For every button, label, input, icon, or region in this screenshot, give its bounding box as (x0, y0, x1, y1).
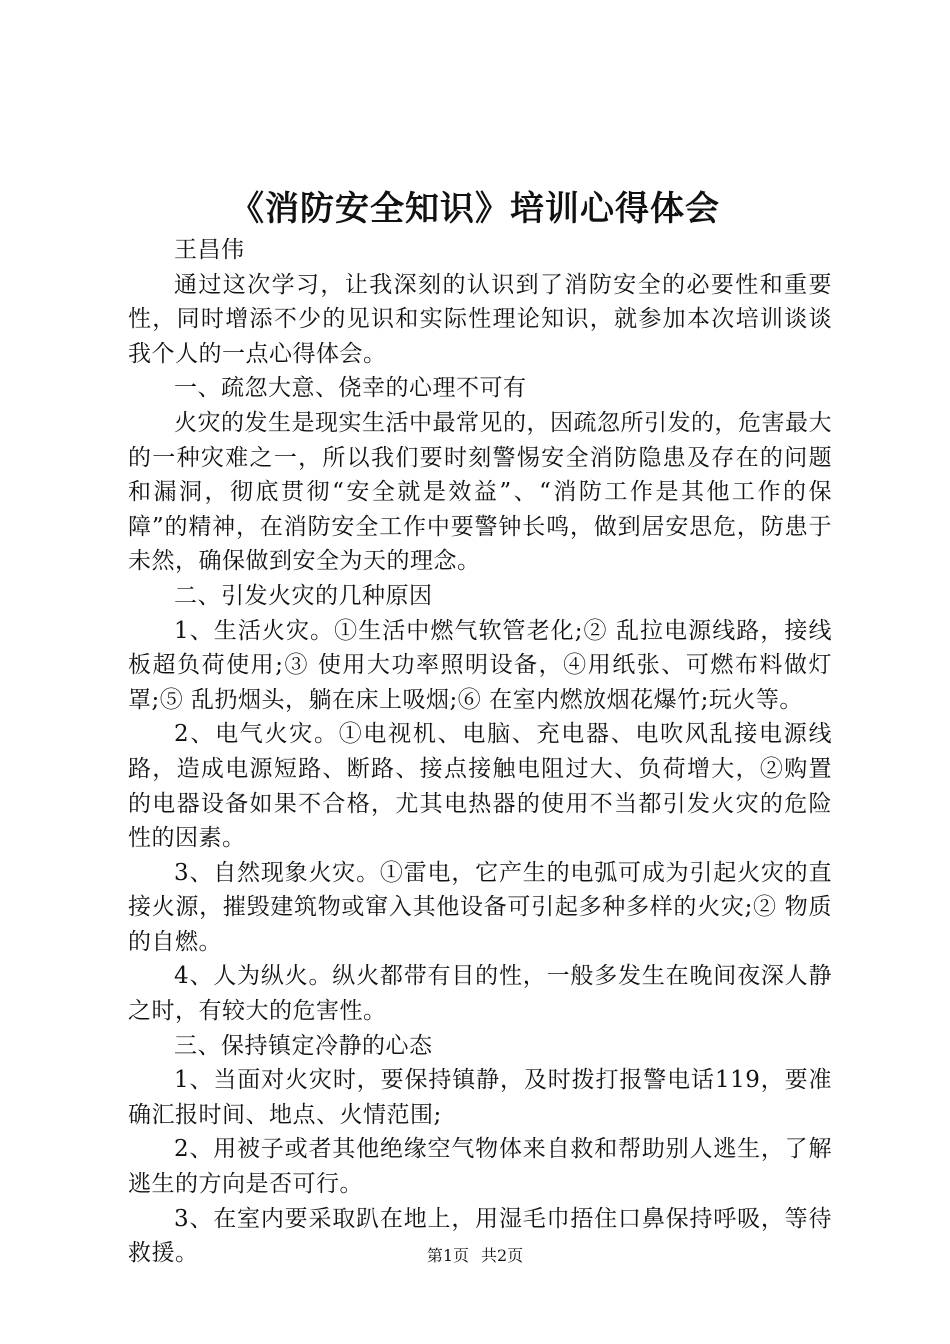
cause-item-3: 3、自然现象火灾。①雷电，它产生的电弧可成为引起火灾的直接火源，摧毁建筑物或窜入其他设备可引起多种多样的火灾;② 物质的自燃。 (128, 859, 832, 955)
cause-item-2: 2、电气火灾。①电视机、电脑、充电器、电吹风乱接电源线路，造成电源短路、断路、接点接触电阻过大、负荷增大，②购置的电器设备如果不合格，尤其电热器的使用不当都引发火灾的危险性的因素。 (128, 721, 832, 852)
author-name: 王昌伟 (174, 237, 245, 263)
page-total: 共2页 (481, 1246, 524, 1265)
section-heading-1: 一、疏忽大意、侥幸的心理不可有 (174, 375, 527, 402)
document-title: 《消防安全知识》培训心得体会 (230, 189, 720, 229)
cause-item-1: 1、生活火灾。①生活中燃气软管老化;② 乱拉电源线路，接线板超负荷使用;③ 使用大功率照明设备，④用纸张、可燃布料做灯罩;⑤ 乱扔烟头，躺在床上吸烟;⑥ 在室内燃放烟花爆竹;玩火等。 (128, 617, 832, 713)
document-body (128, 233, 832, 1271)
page-number: 第1页 (426, 1246, 469, 1265)
section-heading-3: 三、保持镇定冷静的心态 (174, 1032, 433, 1059)
section-1-paragraph: 火灾的发生是现实生活中最常见的，因疏忽所引发的，危害最大的一种灾难之一，所以我们要时刻警惕安全消防隐患及存在的问题和漏洞，彻底贯彻“安全就是效益”、“消防工作是其他工作的保障”的精神，在消防安全工作中要警钟长鸣，做到居安思危，防患于未然，确保做到安全为天的理念。 (128, 409, 832, 575)
calm-item-2: 2、用被子或者其他绝缘空气物体来自救和帮助别人逃生，了解逃生的方向是否可行。 (128, 1136, 832, 1198)
calm-item-1: 1、当面对火灾时，要保持镇静，及时拨打报警电话119，要准确汇报时间、地点、火情范围; (128, 1067, 832, 1128)
calm-item-3: 3、在室内要采取趴在地上，用湿毛巾捂住口鼻保持呼吸，等待救援。 (128, 1205, 832, 1267)
section-heading-2: 二、引发火灾的几种原因 (174, 582, 433, 609)
cause-item-4: 4、人为纵火。纵火都带有目的性，一般多发生在晚间夜深人静之时，有较大的危害性。 (128, 963, 832, 1025)
page-footer (0, 1246, 950, 1266)
intro-paragraph: 通过这次学习，让我深刻的认识到了消防安全的必要性和重要性，同时增添不少的见识和实际性理论知识，就参加本次培训谈谈我个人的一点心得体会。 (128, 271, 832, 367)
